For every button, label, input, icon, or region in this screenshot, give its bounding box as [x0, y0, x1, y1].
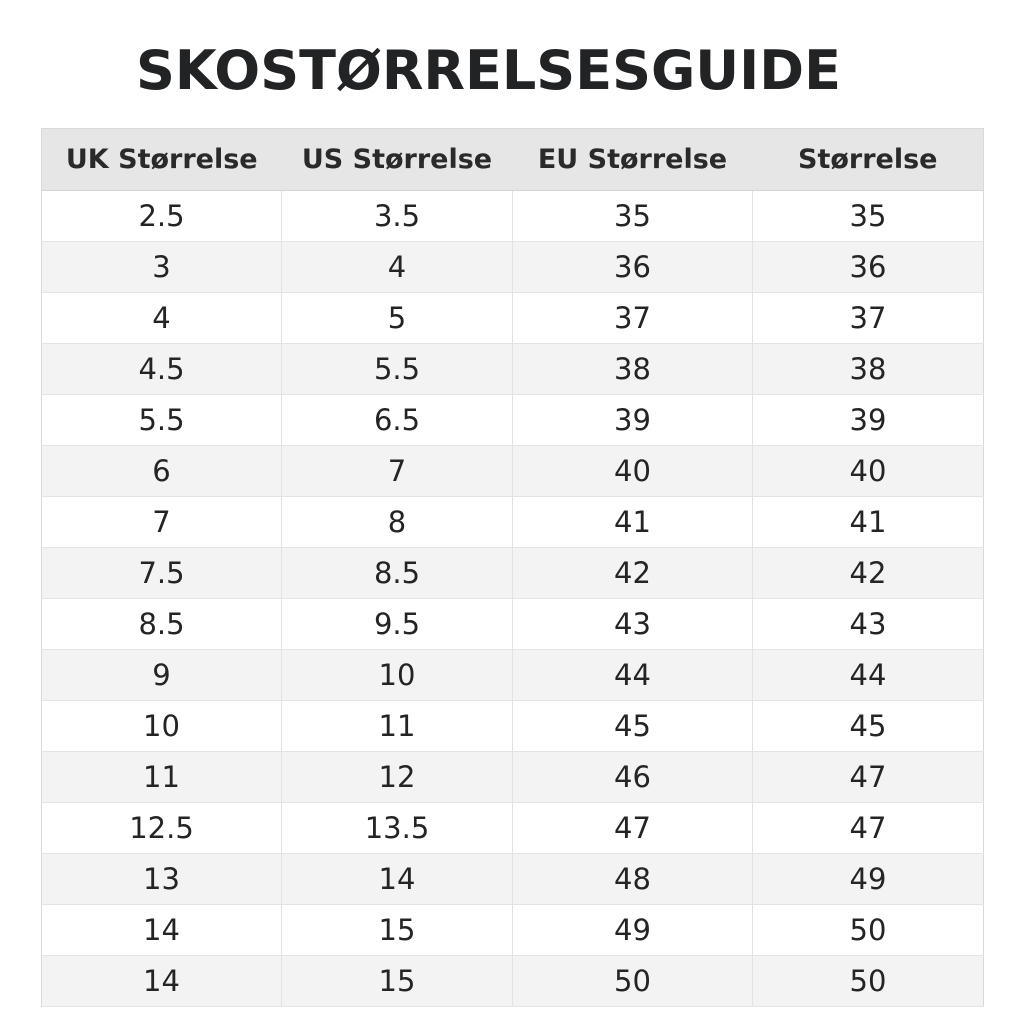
cell-size: 39: [753, 395, 984, 446]
cell-size: 47: [753, 803, 984, 854]
table-row: [42, 293, 984, 344]
cell-eu-size: 50: [513, 956, 753, 1007]
table-body: [42, 191, 984, 1007]
cell-size: 50: [753, 905, 984, 956]
cell-size: 42: [753, 548, 984, 599]
cell-size: 43: [753, 599, 984, 650]
cell-size: 40: [753, 446, 984, 497]
cell-eu-size: 35: [513, 191, 753, 242]
cell-eu-size: 48: [513, 854, 753, 905]
cell-us-size: 10: [282, 650, 513, 701]
header-size: Størrelse: [753, 129, 984, 191]
cell-uk-size: 4.5: [42, 344, 282, 395]
cell-us-size: 6.5: [282, 395, 513, 446]
cell-uk-size: 9: [42, 650, 282, 701]
cell-uk-size: 8.5: [42, 599, 282, 650]
table-row: [42, 599, 984, 650]
table-row: [42, 191, 984, 242]
cell-eu-size: 42: [513, 548, 753, 599]
cell-eu-size: 43: [513, 599, 753, 650]
cell-us-size: 13.5: [282, 803, 513, 854]
cell-size: 38: [753, 344, 984, 395]
cell-uk-size: 10: [42, 701, 282, 752]
cell-uk-size: 7: [42, 497, 282, 548]
cell-us-size: 14: [282, 854, 513, 905]
header-uk-size: UK Størrelse: [42, 129, 282, 191]
table-row: [42, 803, 984, 854]
table-row: [42, 395, 984, 446]
cell-size: 35: [753, 191, 984, 242]
cell-eu-size: 49: [513, 905, 753, 956]
table-row: [42, 548, 984, 599]
cell-size: 37: [753, 293, 984, 344]
page-title: SKOSTØRRELSESGUIDE: [136, 39, 841, 102]
cell-eu-size: 47: [513, 803, 753, 854]
cell-eu-size: 39: [513, 395, 753, 446]
cell-size: 47: [753, 752, 984, 803]
header-us-size: US Størrelse: [282, 129, 513, 191]
table-row: [42, 854, 984, 905]
table-row: [42, 497, 984, 548]
cell-us-size: 5: [282, 293, 513, 344]
cell-us-size: 7: [282, 446, 513, 497]
cell-uk-size: 12.5: [42, 803, 282, 854]
cell-us-size: 5.5: [282, 344, 513, 395]
cell-size: 36: [753, 242, 984, 293]
cell-size: 50: [753, 956, 984, 1007]
table-row: [42, 446, 984, 497]
cell-eu-size: 44: [513, 650, 753, 701]
cell-us-size: 12: [282, 752, 513, 803]
cell-us-size: 9.5: [282, 599, 513, 650]
cell-uk-size: 4: [42, 293, 282, 344]
cell-us-size: 8.5: [282, 548, 513, 599]
cell-us-size: 15: [282, 905, 513, 956]
cell-us-size: 15: [282, 956, 513, 1007]
size-table: [41, 128, 984, 1007]
table-row: [42, 701, 984, 752]
cell-size: 49: [753, 854, 984, 905]
cell-eu-size: 46: [513, 752, 753, 803]
cell-eu-size: 40: [513, 446, 753, 497]
cell-uk-size: 2.5: [42, 191, 282, 242]
cell-us-size: 8: [282, 497, 513, 548]
cell-us-size: 4: [282, 242, 513, 293]
cell-us-size: 11: [282, 701, 513, 752]
cell-uk-size: 11: [42, 752, 282, 803]
cell-uk-size: 5.5: [42, 395, 282, 446]
cell-uk-size: 7.5: [42, 548, 282, 599]
header-eu-size: EU Størrelse: [513, 129, 753, 191]
cell-eu-size: 38: [513, 344, 753, 395]
cell-eu-size: 41: [513, 497, 753, 548]
header-row: [42, 129, 984, 191]
cell-uk-size: 14: [42, 905, 282, 956]
cell-eu-size: 45: [513, 701, 753, 752]
table-row: [42, 905, 984, 956]
cell-us-size: 3.5: [282, 191, 513, 242]
table-row: [42, 752, 984, 803]
table-row: [42, 956, 984, 1007]
table-row: [42, 242, 984, 293]
cell-size: 41: [753, 497, 984, 548]
table-row: [42, 344, 984, 395]
cell-uk-size: 13: [42, 854, 282, 905]
cell-eu-size: 37: [513, 293, 753, 344]
cell-eu-size: 36: [513, 242, 753, 293]
cell-uk-size: 6: [42, 446, 282, 497]
cell-size: 45: [753, 701, 984, 752]
cell-size: 44: [753, 650, 984, 701]
cell-uk-size: 3: [42, 242, 282, 293]
table-header: [42, 129, 984, 191]
table-row: [42, 650, 984, 701]
cell-uk-size: 14: [42, 956, 282, 1007]
